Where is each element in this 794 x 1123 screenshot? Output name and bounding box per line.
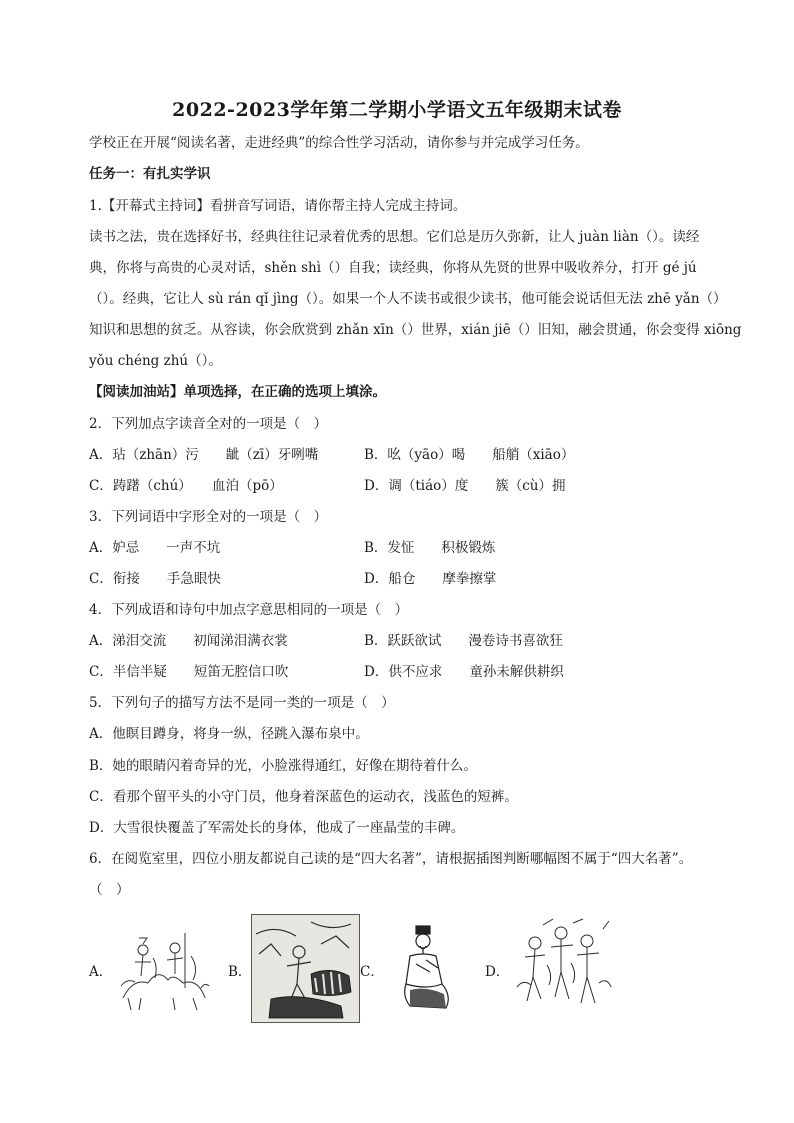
illustration-a-warriors[interactable] <box>113 928 213 1012</box>
q3-option-b[interactable]: B．发怔 积极锻炼 <box>364 540 496 556</box>
q3-stem: 3．下列词语中字形全对的一项是（ ） <box>89 509 328 525</box>
section2-heading: 【阅读加油站】单项选择，在正确的选项上填涂。 <box>89 384 386 400</box>
q4-option-d[interactable]: D．供不应求 童孙未解供耕织 <box>364 664 564 680</box>
q5-option-c[interactable]: C．看那个留平头的小守门员，他身着深蓝色的运动衣，浅蓝色的短裤。 <box>89 789 518 805</box>
illustration-c-scholar[interactable] <box>396 924 456 1014</box>
q2-option-b[interactable]: B．吆（yāo）喝 船艄（xiāo） <box>364 447 575 463</box>
q4-option-b[interactable]: B．跃跃欲试 漫卷诗书喜欲狂 <box>364 633 563 649</box>
q2-stem: 2．下列加点字读音全对的一项是（ ） <box>89 416 328 432</box>
illustration-d-group[interactable] <box>513 917 613 1013</box>
q5-option-d[interactable]: D．大雪很快覆盖了军需处长的身体，他成了一座晶莹的丰碑。 <box>89 820 465 836</box>
q2-option-d[interactable]: D．调（tiáo）度 簇（cù）拥 <box>364 478 566 494</box>
q4-stem: 4．下列成语和诗句中加点字意思相同的一项是（ ） <box>89 602 409 618</box>
q3-option-d[interactable]: D．船仓 摩拳擦掌 <box>364 571 497 587</box>
q5-option-a[interactable]: A．他瞑目蹲身，将身一纵，径跳入瀑布泉中。 <box>89 726 369 742</box>
q5-stem: 5．下列句子的描写方法不是同一类的一项是（ ） <box>89 695 395 711</box>
q3-option-a[interactable]: A．妒忌 一声不坑 <box>89 540 221 556</box>
q1-line-4: 知识和思想的贫乏。从容读，你会欣赏到 zhǎn xīn（）世界，xián jiē（）旧知，融会贯通，你会变得 xiōng <box>89 322 742 338</box>
q4-option-a[interactable]: A．涕泪交流 初闻涕泪满衣裳 <box>89 633 288 649</box>
q1-line-1: 读书之法，贵在选择好书，经典往往记录着优秀的思想。它们总是历久弥新，让人 juàn liàn（）。读经 <box>89 229 700 245</box>
q2-option-c[interactable]: C．踌躇（chú） 血泊（pō） <box>89 478 283 494</box>
q6-stem: 6．在阅览室里，四位小朋友都说自己读的是“四大名著”，请根据插图判断哪幅图不属于“四大名著”。 <box>89 851 693 867</box>
q2-option-a[interactable]: A．玷（zhān）污 龇（zī）牙咧嘴 <box>89 447 319 463</box>
q6-label-d[interactable]: D． <box>485 964 510 980</box>
q6-label-b[interactable]: B． <box>228 964 252 980</box>
q3-option-c[interactable]: C．衔接 手急眼快 <box>89 571 221 587</box>
q1-line-5: yǒu chéng zhú（）。 <box>89 353 222 369</box>
q6-label-c[interactable]: C． <box>360 964 384 980</box>
intro-text: 学校正在开展“阅读名著，走进经典”的综合性学习活动，请你参与并完成学习任务。 <box>89 135 589 151</box>
task1-heading: 任务一：有扎实学识 <box>89 166 211 182</box>
q1-line-2: 典，你将与高贵的心灵对话，shěn shì（）自我；读经典，你将从先贤的世界中吸收养分，打开 gé jú <box>89 260 697 276</box>
q1-stem: 1.【开幕式主持词】看拼音写词语，请你帮主持人完成主持词。 <box>89 198 467 214</box>
page-title: 2022-2023学年第二学期小学语文五年级期末试卷 <box>172 99 622 121</box>
q5-option-b[interactable]: B．她的眼睛闪着奇异的光，小脸涨得通红，好像在期待着什么。 <box>89 758 477 774</box>
q6-answer-paren: （ ） <box>89 882 130 898</box>
q6-label-a[interactable]: A． <box>89 964 113 980</box>
illustration-b-tiger[interactable] <box>251 914 360 1023</box>
q4-option-c[interactable]: C．半信半疑 短笛无腔信口吹 <box>89 664 289 680</box>
q1-line-3: （）。经典，它让人 sù rán qǐ jìng（）。如果一个人不读书或很少读书，他可能会说话但无法 zhē yǎn（） <box>89 291 727 307</box>
